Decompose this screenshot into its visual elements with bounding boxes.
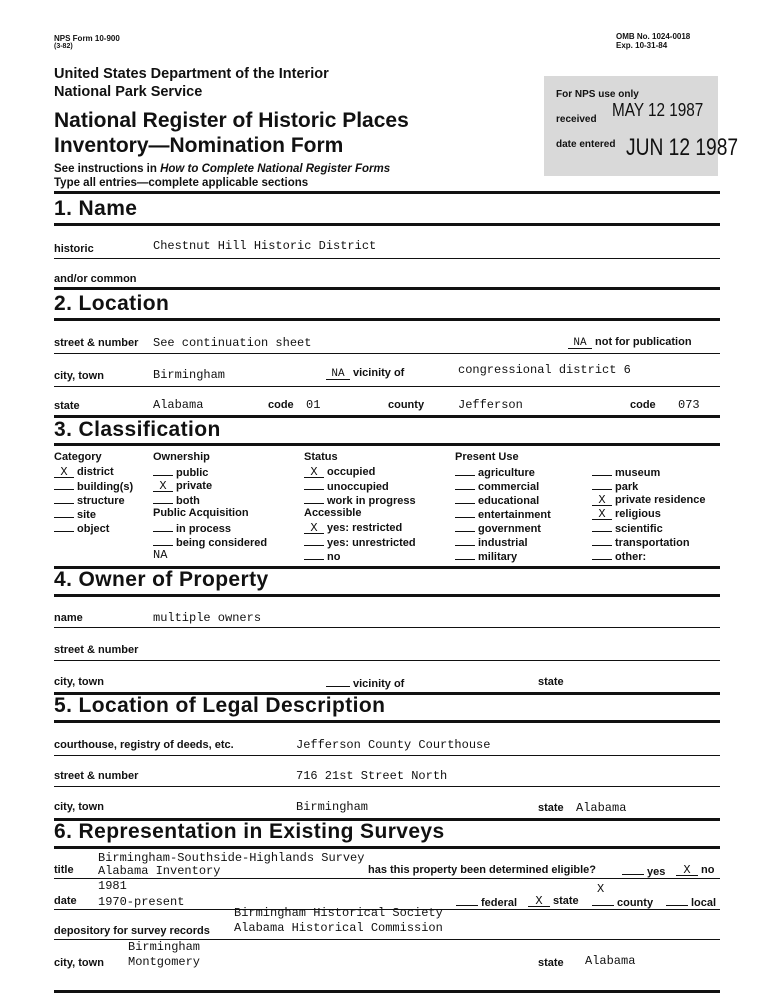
eligible-yes-mark	[622, 864, 644, 875]
option-label: educational	[478, 495, 540, 507]
option-label: structure	[77, 495, 125, 507]
checkbox-mark: X	[304, 467, 324, 478]
form-number: NPS Form 10-900	[54, 34, 120, 43]
vicinity-mark: NA	[326, 369, 350, 380]
depository-city-value-1: Birmingham	[128, 940, 201, 954]
form-title-line2: Inventory—Nomination Form	[54, 134, 344, 157]
option-label: district	[77, 466, 114, 478]
date-entered-value: JUN 12 1987	[626, 134, 739, 161]
category-heading: Category	[54, 451, 102, 463]
option-label: no	[327, 551, 341, 563]
section-rule	[54, 846, 720, 849]
category-option	[54, 465, 133, 479]
common-name-label: and/or common	[54, 273, 137, 285]
acquisition-list	[153, 521, 267, 549]
checkbox-mark	[592, 465, 612, 476]
present-use-heading: Present Use	[455, 451, 519, 463]
field-rule	[54, 786, 720, 787]
federal-mark	[456, 895, 478, 906]
section-6-heading: 6. Representation in Existing Surveys	[54, 820, 445, 843]
eligible-yes	[622, 864, 665, 878]
field-rule	[54, 755, 720, 756]
present-use-option	[592, 493, 706, 507]
local-label: local	[691, 897, 717, 909]
option-label: entertainment	[478, 509, 551, 521]
present-use-option	[592, 479, 706, 493]
survey-date-value-2: 1970-present	[98, 895, 185, 909]
checkbox-mark	[592, 549, 612, 560]
street-number-label: street & number	[54, 337, 139, 349]
instructions-type-entries: Type all entries—complete applicable sections	[54, 177, 309, 189]
state-level-label: state	[553, 895, 579, 907]
checkbox-mark	[304, 479, 324, 490]
eligible-yes-label: yes	[647, 866, 666, 878]
city-value: Birmingham	[153, 368, 226, 382]
survey-local	[666, 895, 716, 909]
status-option	[304, 479, 416, 493]
accessible-option	[304, 535, 416, 549]
vicinity-field	[326, 367, 404, 380]
owner-street-label: street & number	[54, 644, 139, 656]
expiration-date: Exp. 10-31-84	[616, 41, 668, 50]
depository-state-value: Alabama	[585, 954, 636, 968]
depository-city-label: city, town	[54, 957, 104, 969]
depository-state-label: state	[538, 957, 564, 969]
field-rule	[54, 878, 720, 879]
state-code-value: 01	[306, 398, 321, 412]
survey-state	[528, 895, 579, 907]
county-code-label: code	[630, 399, 656, 411]
date-entered-label: date entered	[556, 139, 616, 150]
form-revision: (3-82)	[54, 43, 73, 50]
checkbox-mark	[54, 493, 74, 504]
checkbox-mark	[304, 493, 324, 504]
survey-date-label: date	[54, 895, 77, 907]
instructions-prefix: See instructions in	[54, 163, 161, 175]
state-level-mark: X	[528, 896, 550, 907]
checkbox-mark	[304, 535, 324, 546]
checkbox-mark	[153, 493, 173, 504]
nps-use-label: For NPS use only	[556, 89, 639, 100]
checkbox-mark	[455, 479, 475, 490]
status-list	[304, 465, 416, 507]
category-option	[54, 521, 133, 535]
option-label: industrial	[478, 537, 528, 549]
field-rule	[54, 660, 720, 661]
option-label: private	[176, 480, 213, 492]
survey-title-value-1: Birmingham-Southside-Highlands Survey	[98, 851, 365, 865]
present-use-option	[592, 507, 706, 521]
checkbox-mark	[592, 479, 612, 490]
depository-value-2: Alabama Historical Commission	[234, 921, 443, 935]
depository-value-1: Birmingham Historical Society	[234, 906, 443, 920]
owner-vicinity-field	[326, 676, 404, 690]
acquisition-option	[153, 521, 267, 535]
checkbox-mark	[54, 521, 74, 532]
owner-name-value: multiple owners	[153, 611, 262, 625]
present-use-list-2	[592, 465, 706, 563]
section-4-heading: 4. Owner of Property	[54, 568, 269, 591]
option-label: object	[77, 523, 110, 535]
eligible-no-label: no	[701, 864, 715, 876]
option-label: other:	[615, 551, 647, 563]
checkbox-mark: X	[304, 523, 324, 534]
present-use-option	[455, 465, 551, 479]
county-label: county	[388, 399, 425, 411]
congressional-district-value: congressional district 6	[458, 363, 631, 377]
section-1-heading: 1. Name	[54, 197, 138, 220]
county-value: Jefferson	[458, 398, 523, 412]
present-use-option	[592, 521, 706, 535]
agency-name: National Park Service	[54, 84, 203, 100]
local-mark	[666, 895, 688, 906]
public-acquisition-heading: Public Acquisition	[153, 507, 249, 519]
present-use-option	[455, 479, 551, 493]
survey-county	[592, 895, 653, 909]
owner-name-label: name	[54, 612, 83, 624]
checkbox-mark	[455, 521, 475, 532]
checkbox-mark	[153, 521, 173, 532]
accessible-list	[304, 521, 416, 563]
eligible-no-mark: X	[676, 865, 698, 876]
option-label: public	[176, 467, 209, 479]
department-name: United States Department of the Interior	[54, 66, 329, 82]
ownership-option	[153, 479, 212, 493]
present-use-option	[455, 507, 551, 521]
county-level-line	[592, 895, 614, 906]
option-label: work in progress	[327, 495, 416, 507]
checkbox-mark	[592, 535, 612, 546]
legal-city-label: city, town	[54, 801, 104, 813]
acquisition-na: NA	[153, 548, 168, 562]
checkbox-mark	[455, 549, 475, 560]
option-label: occupied	[327, 466, 376, 478]
survey-title-label: title	[54, 864, 74, 876]
present-use-option	[592, 549, 706, 563]
state-label: state	[54, 400, 80, 412]
checkbox-mark	[455, 493, 475, 504]
present-use-option	[592, 465, 706, 479]
ownership-option	[153, 465, 212, 479]
section-rule	[54, 223, 720, 226]
option-label: both	[176, 495, 200, 507]
accessible-option	[304, 549, 416, 563]
eligible-question: has this property been determined eligible?	[368, 864, 596, 876]
nfp-mark: NA	[568, 338, 592, 349]
legal-street-value: 716 21st Street North	[296, 769, 448, 783]
checkbox-mark	[153, 465, 173, 476]
category-option	[54, 507, 133, 521]
checkbox-mark: X	[592, 509, 612, 520]
field-rule	[54, 258, 720, 259]
checkbox-mark	[54, 507, 74, 518]
legal-street-label: street & number	[54, 770, 139, 782]
owner-city-label: city, town	[54, 676, 104, 688]
city-town-label: city, town	[54, 370, 104, 382]
option-label: government	[478, 523, 541, 535]
option-label: in process	[176, 523, 232, 535]
option-label: site	[77, 509, 96, 521]
ownership-list	[153, 465, 212, 507]
nfp-label: not for publication	[595, 336, 692, 348]
checkbox-mark: X	[153, 481, 173, 492]
owner-vicinity-mark	[326, 676, 350, 687]
checkbox-mark	[304, 549, 324, 560]
section-2-heading: 2. Location	[54, 292, 170, 315]
eligible-no	[676, 864, 714, 876]
checkbox-mark: X	[54, 467, 74, 478]
field-rule	[54, 386, 720, 387]
section-rule	[54, 318, 720, 321]
survey-date-value-1: 1981	[98, 879, 127, 893]
option-label: yes: restricted	[327, 522, 403, 534]
category-list	[54, 465, 133, 535]
present-use-option	[592, 535, 706, 549]
not-for-publication	[568, 336, 692, 349]
section-rule	[54, 594, 720, 597]
checkbox-mark	[153, 535, 173, 546]
section-rule	[54, 191, 720, 194]
section-5-heading: 5. Location of Legal Description	[54, 694, 386, 717]
checkbox-mark	[455, 465, 475, 476]
legal-state-label: state	[538, 802, 564, 814]
section-rule	[54, 720, 720, 723]
omb-number: OMB No. 1024-0018	[616, 32, 691, 41]
present-use-option	[455, 521, 551, 535]
acquisition-option	[153, 535, 267, 549]
accessible-option	[304, 521, 416, 535]
section-rule	[54, 443, 720, 446]
option-label: scientific	[615, 523, 663, 535]
checkbox-mark: X	[592, 495, 612, 506]
ownership-option	[153, 493, 212, 507]
checkbox-mark	[455, 535, 475, 546]
received-label: received	[556, 114, 597, 125]
instructions-guide-title: How to Complete National Register Forms	[160, 163, 391, 175]
county-code-value: 073	[678, 398, 700, 412]
historic-label: historic	[54, 243, 94, 255]
status-heading: Status	[304, 451, 338, 463]
option-label: private residence	[615, 494, 706, 506]
ownership-heading: Ownership	[153, 451, 210, 463]
street-value: See continuation sheet	[153, 336, 312, 350]
depository-label: depository for survey records	[54, 925, 210, 937]
section-rule	[54, 990, 720, 993]
survey-federal	[456, 895, 517, 909]
present-use-list-1	[455, 465, 551, 563]
present-use-option	[455, 535, 551, 549]
legal-state-value: Alabama	[576, 801, 627, 815]
survey-title-value-2: Alabama Inventory	[98, 864, 221, 878]
option-label: yes: unrestricted	[327, 537, 416, 549]
depository-city-value-2: Montgomery	[128, 955, 201, 969]
received-date: MAY 12 1987	[612, 100, 704, 120]
option-label: commercial	[478, 481, 540, 493]
option-label: agriculture	[478, 467, 535, 479]
option-label: museum	[615, 467, 661, 479]
category-option	[54, 493, 133, 507]
state-code-label: code	[268, 399, 294, 411]
checkbox-mark	[54, 479, 74, 490]
status-option	[304, 465, 416, 479]
historic-name-value: Chestnut Hill Historic District	[153, 239, 377, 253]
accessible-heading: Accessible	[304, 507, 362, 519]
section-3-heading: 3. Classification	[54, 418, 221, 441]
owner-vicinity-label: vicinity of	[353, 678, 405, 690]
county-level-mark: X	[597, 882, 605, 896]
field-rule	[54, 353, 720, 354]
option-label: building(s)	[77, 481, 134, 493]
checkbox-mark	[592, 521, 612, 532]
section-rule	[54, 287, 720, 290]
option-label: religious	[615, 508, 661, 520]
option-label: unoccupied	[327, 481, 389, 493]
present-use-option	[455, 493, 551, 507]
owner-state-label: state	[538, 676, 564, 688]
option-label: being considered	[176, 537, 268, 549]
category-option	[54, 479, 133, 493]
vicinity-label: vicinity of	[353, 367, 405, 379]
courthouse-label: courthouse, registry of deeds, etc.	[54, 739, 234, 751]
form-title-line1: National Register of Historic Places	[54, 109, 409, 132]
legal-city-value: Birmingham	[296, 800, 369, 814]
courthouse-value: Jefferson County Courthouse	[296, 738, 491, 752]
present-use-option	[455, 549, 551, 563]
instructions-line	[54, 163, 390, 175]
checkbox-mark	[455, 507, 475, 518]
option-label: park	[615, 481, 639, 493]
county-level-label: county	[617, 897, 654, 909]
option-label: transportation	[615, 537, 690, 549]
state-value: Alabama	[153, 398, 204, 412]
status-option	[304, 493, 416, 507]
field-rule	[54, 627, 720, 628]
option-label: military	[478, 551, 518, 563]
federal-label: federal	[481, 897, 518, 909]
